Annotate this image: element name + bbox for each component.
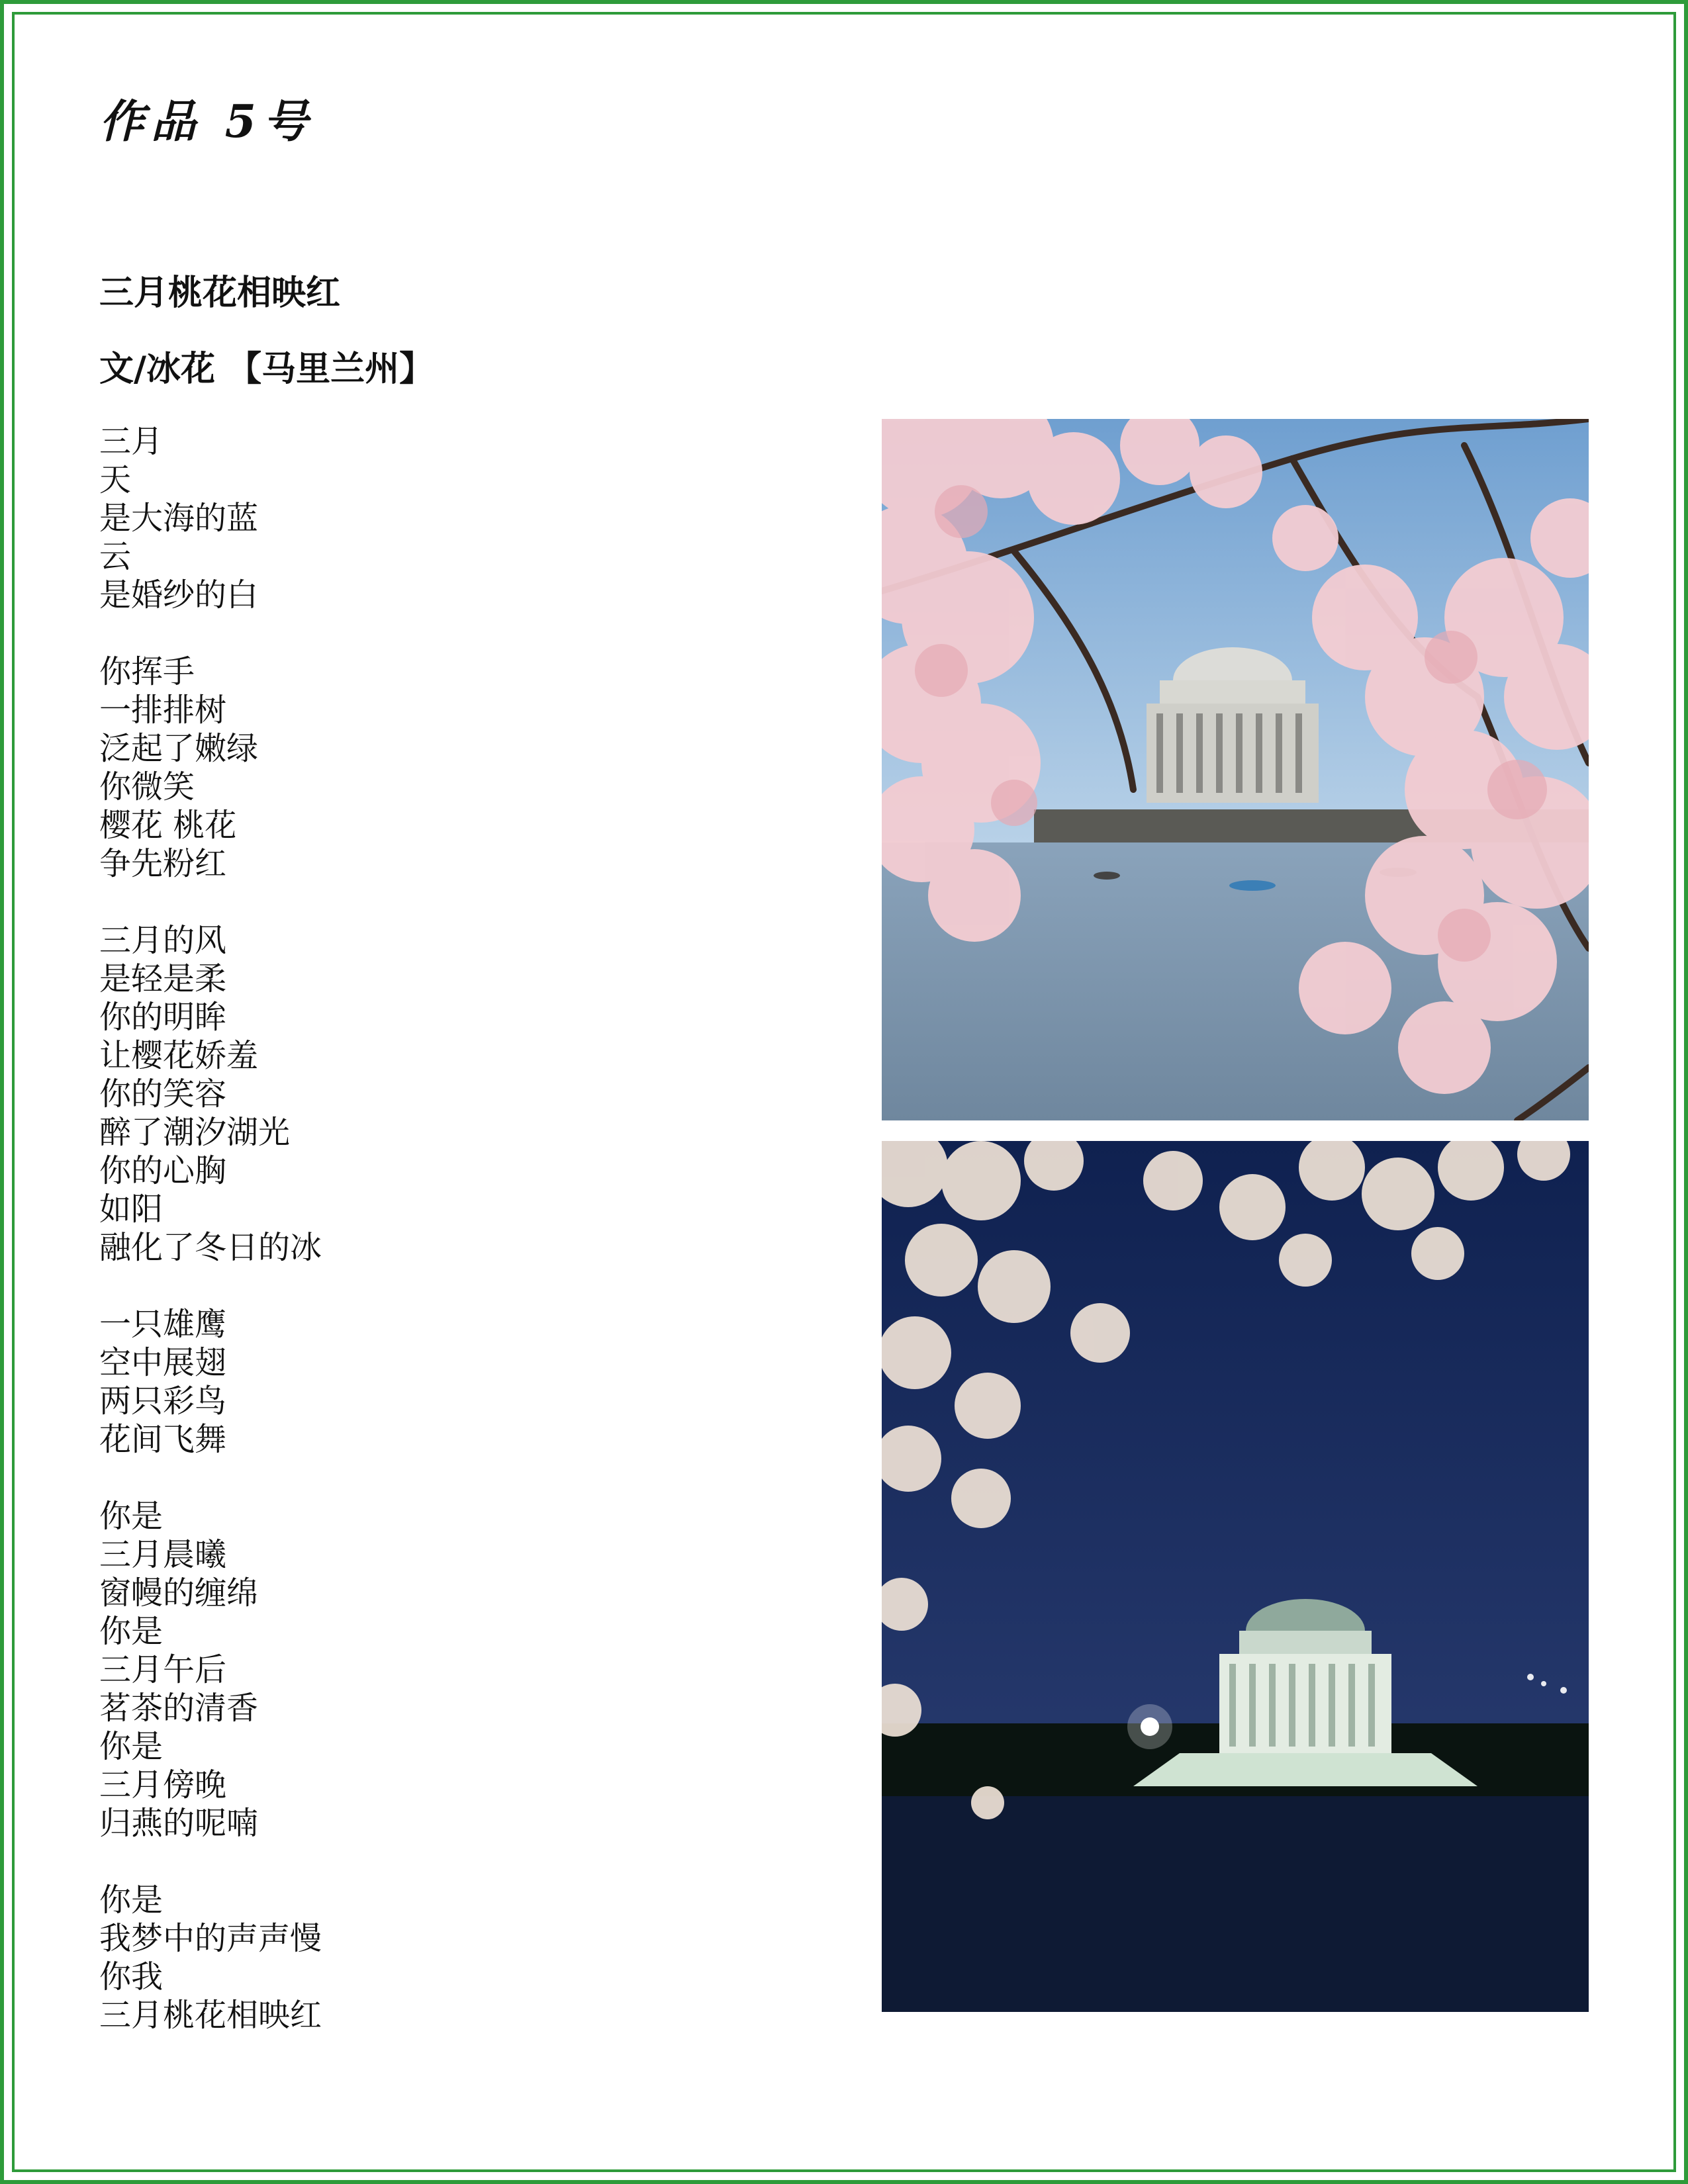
poem-stanza [99, 1497, 827, 1843]
poem-stanza [99, 422, 827, 614]
poem-line: 让樱花娇羞 [99, 1037, 259, 1074]
poem-line: 三月桃花相映红 [99, 1997, 322, 2034]
poem-body [99, 422, 827, 2073]
poem-line: 一只雄鹰 [99, 1306, 227, 1343]
poem-line: 归燕的呢喃 [99, 1805, 259, 1842]
poem-line: 我梦中的声声慢 [99, 1920, 322, 1957]
poem-line: 茗茶的清香 [99, 1690, 259, 1727]
poem-line: 是轻是柔 [99, 960, 227, 997]
poem-line: 一排排树 [99, 692, 227, 729]
poem-line: 融化了冬日的冰 [99, 1229, 322, 1266]
poem-stanza [99, 921, 827, 1267]
entry-title: 作品 5号 [99, 95, 314, 148]
author-line: 文/冰花 【马里兰州】 [99, 349, 434, 389]
poem-line: 你是 [99, 1498, 164, 1535]
poem-line: 三月晨曦 [99, 1536, 227, 1573]
poem-line: 你的笑容 [99, 1075, 227, 1113]
poem-line: 你是 [99, 1728, 164, 1765]
poem-line: 争先粉红 [99, 845, 227, 882]
poem-line: 三月午后 [99, 1651, 227, 1688]
poem-line: 你的心胸 [99, 1152, 227, 1189]
photo-cherry-blossom-day [882, 419, 1589, 1120]
poem-line: 你是 [99, 1882, 164, 1919]
poem-line: 三月傍晚 [99, 1766, 227, 1803]
poem-line: 花间飞舞 [99, 1421, 227, 1458]
poem-line: 天 [99, 461, 132, 498]
poem-line: 你的明眸 [99, 999, 227, 1036]
poem-line: 你是 [99, 1613, 164, 1650]
poem-line: 空中展翅 [99, 1344, 227, 1381]
poem-line: 你微笑 [99, 768, 195, 805]
poem-line: 三月 [99, 423, 164, 460]
poem-stanza [99, 653, 827, 883]
poem-line: 是婚纱的白 [99, 576, 259, 614]
poem-line: 如阳 [99, 1191, 164, 1228]
poem-line: 你我 [99, 1958, 164, 1995]
poem-line: 三月的风 [99, 922, 227, 959]
poem-line: 两只彩鸟 [99, 1383, 227, 1420]
poem-line: 醉了潮汐湖光 [99, 1114, 291, 1151]
poem-line: 樱花 桃花 [99, 807, 237, 844]
poem-line: 你挥手 [99, 653, 195, 690]
poem-line: 泛起了嫩绿 [99, 730, 259, 767]
photo-memorial-night [882, 1141, 1589, 2012]
poem-title: 三月桃花相映红 [99, 273, 341, 313]
poem-stanza [99, 1881, 827, 2034]
poem-line: 云 [99, 538, 132, 575]
poem-stanza [99, 1305, 827, 1459]
poem-line: 窗幔的缠绵 [99, 1574, 259, 1612]
poem-line: 是大海的蓝 [99, 500, 259, 537]
